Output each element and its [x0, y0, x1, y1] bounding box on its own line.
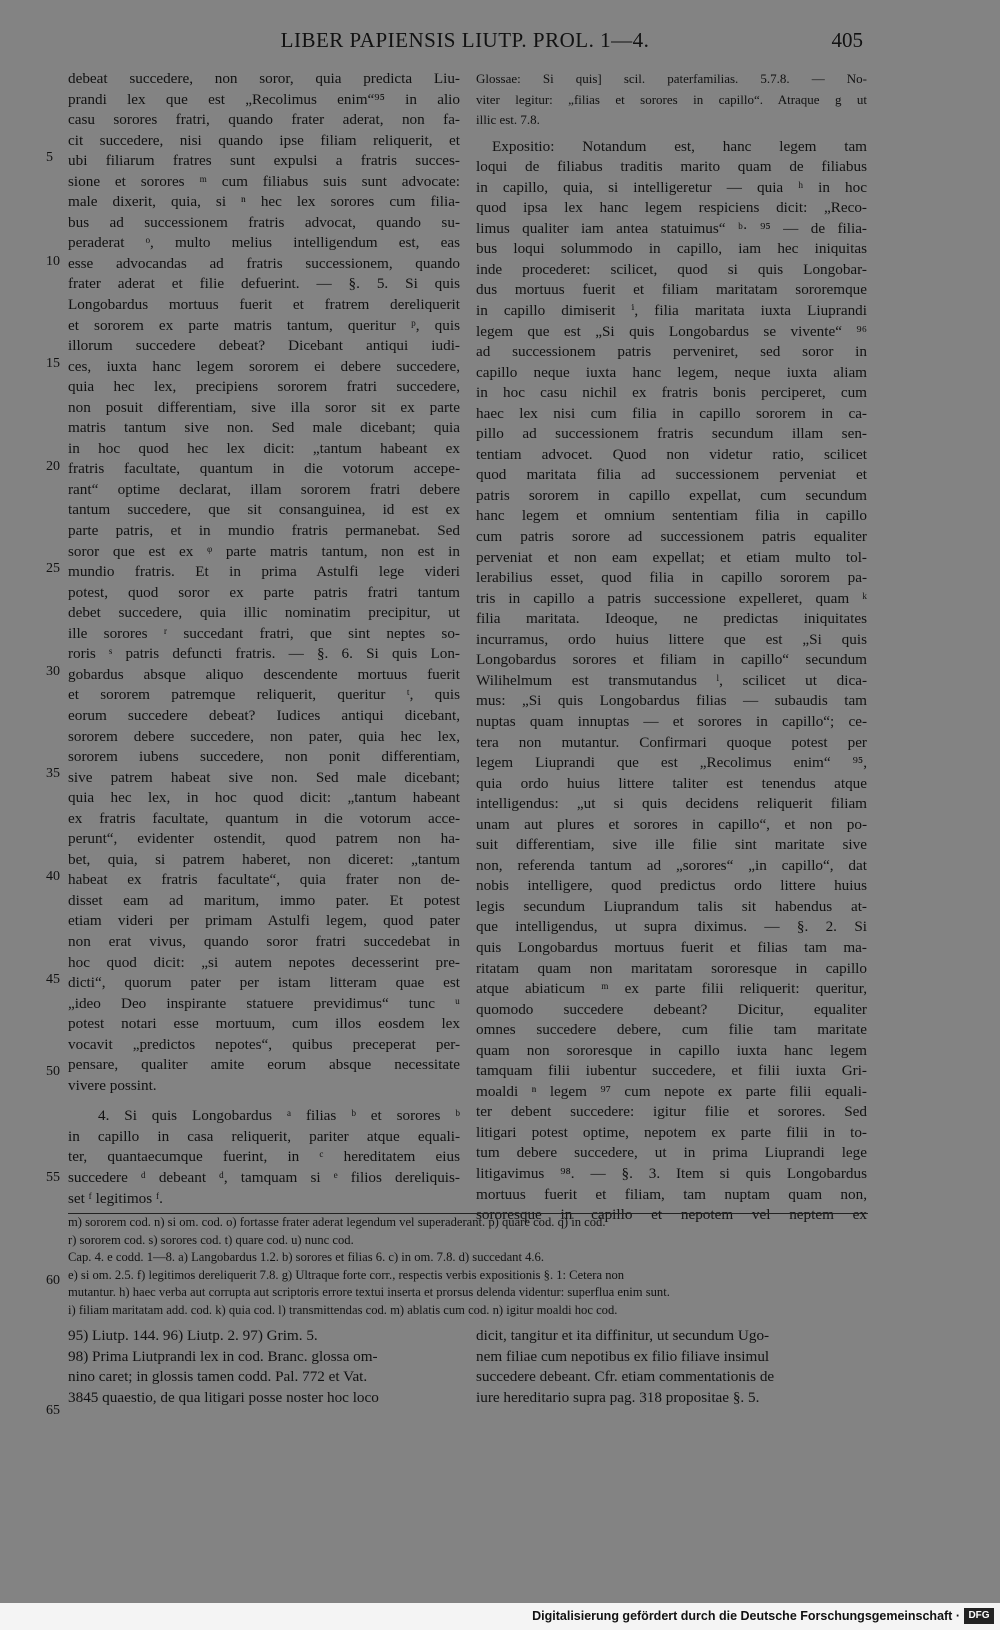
text-line: rant“ optime declarat, illam sororem fratri debere: [68, 480, 460, 498]
text-line: cit succedere, nisi quando ipse filiam reliquerit, et: [68, 131, 460, 149]
text-line: legem Liuprandi que est „Recolimus enim“ ⁹⁵,: [476, 754, 867, 772]
line-number: 20: [46, 459, 60, 474]
text-line: illorum succedere debeat? Dicebant antiqui iudi-: [68, 337, 460, 355]
line-number: 45: [46, 972, 60, 987]
text-line: quia ordo huius littere taliter est tenendus atque: [476, 774, 867, 792]
text-line: etiam videri per primam Astulfi legem, quod pater: [68, 912, 460, 930]
text-line: succedere ᵈ debeant ᵈ, tamquam si ᵉ filios dereliquis-: [68, 1168, 460, 1186]
text-line: male dixerit, quia, si ⁿ hec lex sorores cum filia-: [68, 193, 460, 211]
footnote-line: mutantur. h) haec verba aut corrupta aut scriptoris errore textui inserta et prorsus delenda videntur: superflua enim sunt.: [68, 1285, 670, 1299]
text-line: „ideo Deo inspirante statuere previdimus“ tunc ᵘ: [68, 994, 460, 1012]
line-number: 35: [46, 766, 60, 781]
text-line: debet succedere, quia illic nominatim precipitur, ut: [68, 604, 460, 622]
text-line: tentiam advocet. Quod non videtur ratio, scilicet: [476, 445, 867, 463]
endnote-line: 3845 quaestio, de qua litigari posse noster hoc loco: [68, 1388, 379, 1406]
text-line: filia maritata. Ideoque, ne predictas iniquitates: [476, 610, 867, 628]
line-number: 65: [46, 1403, 60, 1418]
text-line: sororem iubens succedere, non ponit differentiam,: [68, 748, 460, 766]
text-line: habeat ex fratris facultate“, quia frater non de-: [68, 871, 460, 889]
text-line: unam aut plures et sorores in capillo“, et non po-: [476, 815, 867, 833]
text-line: pensare, qualiter amite eorum absque necessitate: [68, 1056, 460, 1074]
endnotes-left: [68, 1326, 463, 1408]
text-line: omnes succedere debere, cum filie tam maritate: [476, 1021, 867, 1039]
text-line: ad successionem patris perveniret, sed soror in: [476, 343, 867, 361]
text-line: sive patrem habeat sive non. Sed male dicebant;: [68, 768, 460, 786]
text-line: 4. Si quis Longobardus ᵃ filias ᵇ et sorores ᵇ: [98, 1107, 460, 1125]
text-line: quam non sororesque in capillo iuxta hanc legem: [476, 1041, 867, 1059]
text-line: sororesque in capillo et nepotem vel neptem ex: [476, 1206, 867, 1224]
text-line: perunt“, evidenter ostendit, quod patrem non ha-: [68, 830, 460, 848]
text-line: Longobardus sorores et filiam in capillo“ secundum: [476, 651, 867, 669]
line-number: 60: [46, 1273, 60, 1288]
text-line: eorum succedere debeat? Iudices antiqui dicebant,: [68, 706, 460, 724]
text-line: esse advocandas ad fratris successionem, quando: [68, 254, 460, 272]
text-line: lerabilius esset, quod filia in capillo sororem pa-: [476, 569, 867, 587]
text-line: hoc quod dicit: „si autem nepotes decesserint pre-: [68, 953, 460, 971]
text-line: quia hec lex, precipiens sororem fratri succedere,: [68, 378, 460, 396]
text-line: disset eam ad maritum, immo pater. Et potest: [68, 891, 460, 909]
text-line: tamquam filii iubentur succedere, et filii iuxta Gri-: [476, 1062, 867, 1080]
endnote-line: 95) Liutp. 144. 96) Liutp. 2. 97) Grim. 5.: [68, 1327, 318, 1344]
line-number: 30: [46, 664, 60, 679]
endnote-line: nem filiae cum nepotibus ex filio filiave insimul: [476, 1347, 770, 1365]
text-line: inde procederet: scilicet, quod si quis Longobar-: [476, 260, 867, 278]
line-number: 50: [46, 1064, 60, 1079]
text-line: limus qualiter iam antea statuimus“ ᵇ· ⁹⁵ — de filia-: [476, 219, 867, 237]
text-line: cum patris sorore ad successionem patris equaliter: [476, 528, 867, 546]
text-line: quia hec lex, in hoc quod dicit: „tantum habeant: [68, 789, 460, 807]
text-line: quomodo succedere debeant? Dicitur, equaliter: [476, 1000, 867, 1018]
endnote-line: succedere debeant. Cfr. etiam commentationis de: [476, 1368, 775, 1386]
footnote-line: i) filiam maritatam add. cod. k) quia cod. l) transmittendas cod. m) ablatis cum cod. n) igitur moaldi hoc cod.: [68, 1302, 618, 1317]
text-line: quod ipsa lex hanc legem respiciens dicit: „Reco-: [476, 199, 867, 217]
line-number: 15: [46, 356, 60, 371]
text-line: et sororem patremque reliquerit, queritur ᵗ, quis: [68, 686, 460, 704]
text-line: dicti“, quorum pater per istam litteram quae est: [68, 974, 460, 992]
text-line: nobis intelligere, quod predictus ordo littere huius: [476, 877, 867, 895]
footnote-line: e) si om. 2.5. f) legitimos dereliquerit 7.8. g) Ultraque forte corr., respectis verbis expositionis §. 1: Cetera non: [68, 1267, 625, 1282]
footnotes: [68, 1214, 868, 1319]
text-line: debeat succedere, non soror, quia predicta Liu-: [68, 70, 460, 87]
text-line: mortuus fuerit et filiam, tam nuptam quam non,: [476, 1185, 867, 1203]
text-line: capillo neque iuxta hanc legem, neque iuxta aliam: [476, 363, 867, 381]
text-line: incurramus, ordo huius littere que est „Si quis: [476, 630, 867, 648]
endnote-line: 98) Prima Liutprandi lex in cod. Branc. glossa om-: [68, 1347, 378, 1365]
text-line: frater aderat et filie defuerint. — §. 5. Si quis: [68, 275, 460, 293]
line-number: 10: [46, 254, 60, 269]
text-line: gobardus absque aliquo descendente mortuus fuerit: [68, 665, 460, 683]
text-line: atque abiaticum ᵐ ex parte filii reliquerit: queritur,: [476, 980, 867, 998]
text-line: Glossae: Si quis] scil. paterfamilias. 5.7.8. — No-: [476, 71, 867, 86]
text-line: litigavimus ⁹⁸. — §. 3. Item si quis Longobardus: [476, 1164, 867, 1182]
text-line: sororem debere succedere, non pater, quia hec lex,: [68, 727, 460, 745]
text-line: litigari potest optime, nepotem ex parte filii in to-: [476, 1123, 867, 1141]
endnote-line: dicit, tangitur et ita diffinitur, ut secundum Ugo-: [476, 1327, 770, 1344]
text-line: prandi lex que est „Recolimus enim“⁹⁵ in alio: [68, 90, 460, 108]
text-line: Expositio: Notandum est, hanc legem tam: [492, 137, 867, 155]
text-line: tantum succedere, que sit consanguinea, id est ex: [68, 501, 460, 519]
text-line: que intelligendus, ut supra diximus. — §. 2. Si: [476, 918, 867, 936]
line-number: 5: [46, 150, 53, 165]
text-line: tum debere succedere, ut in prima Liuprandi lege: [476, 1144, 867, 1162]
text-line: intelligendus: „ut si quis decidens reliquerit filiam: [476, 795, 867, 813]
text-line: parte patris, et in mundio fratris permanebat. Sed: [68, 522, 460, 540]
text-line: ter, quantaecumque fuerint, in ᶜ hereditatem eius: [68, 1148, 460, 1166]
endnotes-right: [476, 1326, 867, 1408]
line-number: 25: [46, 561, 60, 576]
text-line: viter legitur: „filias et sorores in capillo“. Atraque g ut: [476, 91, 867, 107]
text-line: tera non mutantur. Confirmari quoque potest per: [476, 733, 867, 751]
text-line: in capillo, quia, si intelligeretur — quia ʰ in hoc: [476, 178, 867, 196]
endnote-line: iure hereditario supra pag. 318 propositae §. 5.: [476, 1388, 760, 1406]
text-line: pillo ad successionem fratris secundum illam sen-: [476, 425, 867, 443]
text-line: hanc legem et omnium sententiam filia in capillo: [476, 507, 867, 525]
dfg-logo-icon: DFG: [964, 1608, 994, 1624]
footnote-line: m) sororem cod. n) si om. cod. o) fortasse frater aderat legendum vel superaderant. p) quare cod. q) in cod.: [68, 1215, 606, 1229]
text-line: dus mortuus fuerit et filiam maritatam sororemque: [476, 281, 867, 299]
text-line: tris in capillo a patris successione expelleret, quam ᵏ: [476, 589, 867, 607]
text-line: non, referenda tantum ad „sorores“ „in capillo“, dat: [476, 856, 867, 874]
text-line: matris tantum sive non. Sed male dicebant; quia: [68, 419, 460, 437]
text-line: haec lex nisi cum filia in capillo sororem in ca-: [476, 404, 867, 422]
text-line: nuptas quam innuptas — et sorores in capillo“; ce-: [476, 712, 867, 730]
text-line: fratris facultate, quantum in die votorum accepe-: [68, 460, 460, 478]
text-line: roris ˢ patris defuncti fratris. — §. 6. Si quis Lon-: [68, 645, 460, 663]
text-line: legis secundum Liuprandum talis sit habendus at-: [476, 897, 867, 915]
footnote-line: Cap. 4. e codd. 1—8. a) Langobardus 1.2. b) sorores et filias 6. c) in om. 7.8. d) succedant 4.6.: [68, 1250, 544, 1264]
text-line: casu sorores fratri, quando frater aderat, non fa-: [68, 111, 460, 129]
text-line: in hoc quod hec lex dicit: „tantum habeant ex: [68, 439, 460, 457]
text-line: mundio fratris. Et in prima Astulfi lege videri: [68, 563, 460, 581]
running-header: LIBER PAPIENSIS LIUTP. PROL. 1—4.: [280, 28, 650, 52]
text-line: ter debent succedere: igitur filie et sorores. Sed: [476, 1103, 867, 1121]
text-line: illic est. 7.8.: [476, 112, 540, 128]
text-line: potest notari esse mortuum, cum illos eosdem lex: [68, 1015, 460, 1033]
footer-bar: [0, 1603, 1000, 1630]
text-line: ex fratris facultate, quantum in die votorum acce-: [68, 809, 460, 827]
text-line: non erat vivus, quando soror fratri succedebat in: [68, 932, 460, 950]
text-line: in capillo dimiserit ⁱ, filia maritata iuxta Liuprandi: [476, 302, 867, 320]
text-line: sione et sorores ᵐ cum filiabus suis sunt advocate:: [68, 172, 460, 190]
section-4: [68, 1106, 460, 1209]
text-line: quod maritata filia ad successionem perveniat et: [476, 466, 867, 484]
text-line: et sororem ex parte matris tantum, queritur ᵖ, quis: [68, 316, 460, 334]
text-line: ille sorores ʳ succedant fratri, que sint neptes so-: [68, 624, 460, 642]
line-number: 40: [46, 869, 60, 884]
text-line: ces, iuxta hanc legem sororem ei debere succedere,: [68, 357, 460, 375]
section-gap: [68, 1096, 460, 1106]
line-number: 55: [46, 1170, 60, 1185]
page-number: 405: [831, 28, 863, 52]
footer-credit: Digitalisierung gefördert durch die Deutsche Forschungsgemeinschaft ·: [532, 1609, 960, 1623]
right-text-column: [476, 69, 867, 1226]
text-line: bet, quia, si patrem haberet, non diceret: „tantum: [68, 850, 460, 868]
text-line: suit differentiam, sive ille filie sint maritate sive: [476, 836, 867, 854]
text-line: in capillo in casa reliquerit, pariter atque equali-: [68, 1127, 460, 1145]
text-line: patris sororem in capillo expellat, cum secundum: [476, 486, 867, 504]
text-line: bus ad successionem fratris advocat, quando su-: [68, 213, 460, 231]
text-line: perveniat et non eam expellat; et etiam multo tol-: [476, 548, 867, 566]
text-line: in hoc casu nichil ex fratris bonis perciperet, cum: [476, 384, 867, 402]
endnote-line: nino caret; in glossis tamen codd. Pal. 772 et Vat.: [68, 1368, 368, 1386]
text-line: peraderat ᵒ, multo melius intelligendum est, eas: [68, 234, 460, 252]
text-line: legem que est „Si quis Longobardus se vivente“ ⁹⁶: [476, 322, 867, 340]
text-line: Longobardus mortuus fuerit et fratrem dereliquerit: [68, 296, 460, 314]
text-line: bus loqui solummodo in capillo, iam hec iniquitas: [476, 240, 867, 258]
footnote-line: r) sororem cod. s) sorores cod. t) quare cod. u) nunc cod.: [68, 1232, 354, 1247]
text-line: potest, quod soror ex parte patris fratri tantum: [68, 583, 460, 601]
text-line: loqui de filiabus traditis marito quam de filiabus: [476, 158, 867, 176]
text-line: soror que est ex ᵠ parte matris tantum, non est in: [68, 542, 460, 560]
left-text-column: [68, 69, 460, 1209]
text-line: vocavit „predictos nepotes“, quibus preceperat per-: [68, 1035, 460, 1053]
text-line: Wilihelmum est transmutandus ˡ, scilicet ut dica-: [476, 671, 867, 689]
text-line: ritatam quam non maritatam sororesque in capillo: [476, 959, 867, 977]
text-line: vivere possint.: [68, 1076, 157, 1094]
text-line: ubi filiarum fratres sunt expulsi a fratris succes-: [68, 152, 460, 170]
text-line: set ᶠ legitimos ᶠ.: [68, 1189, 163, 1207]
text-line: moaldi ⁿ legem ⁹⁷ cum nepote ex parte filii equali-: [476, 1082, 867, 1100]
text-line: quis Longobardus mortuus fuerit et filias tam ma-: [476, 938, 867, 956]
text-line: non posuit differentiam, sive illa soror sit ex parte: [68, 398, 460, 416]
text-line: mus: „Si quis Longobardus filias — subaudis tam: [476, 692, 867, 710]
